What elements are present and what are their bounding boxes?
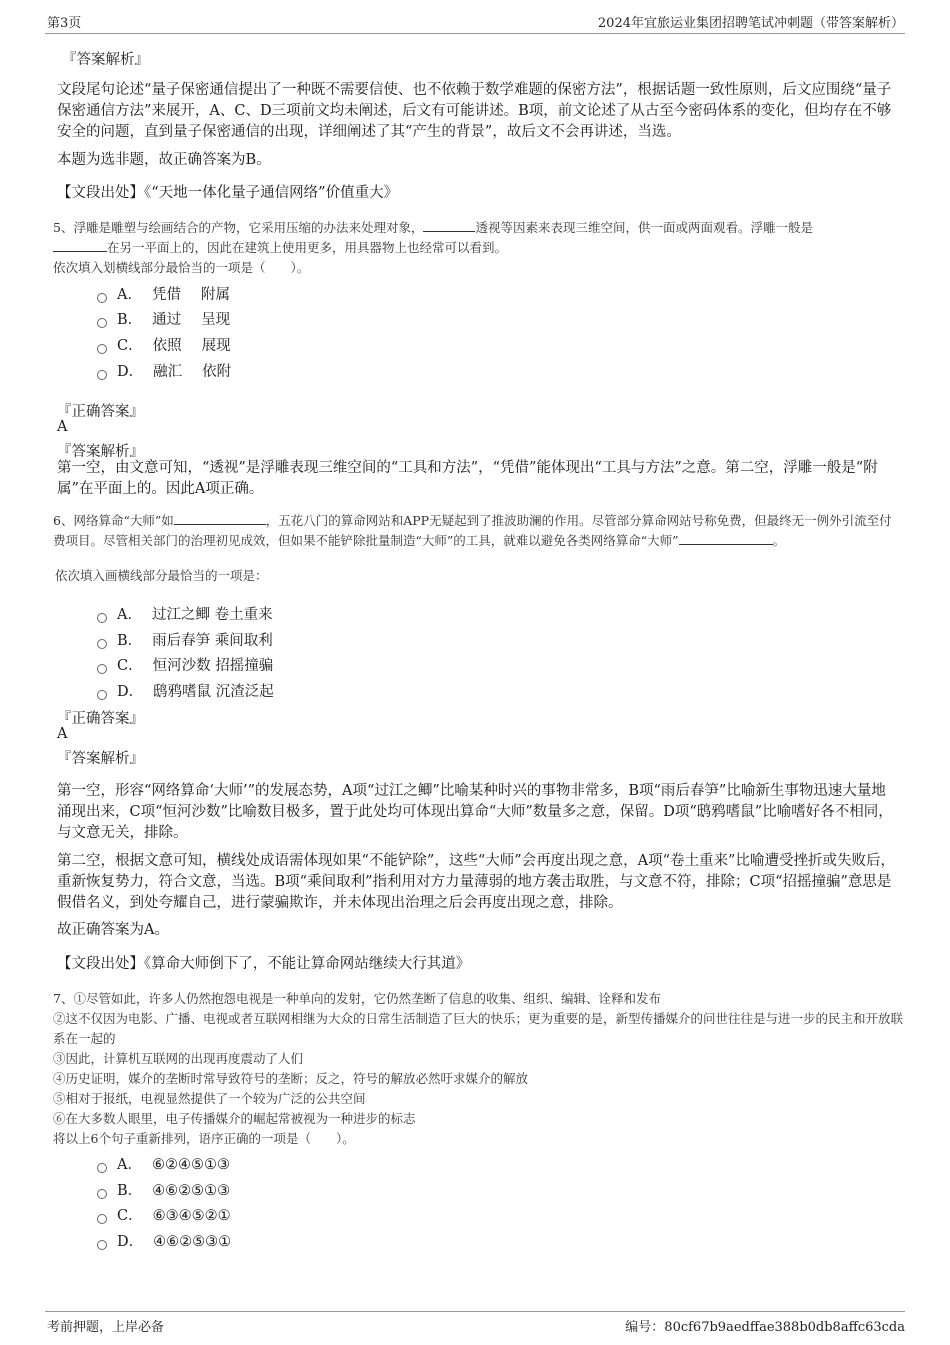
- q5-analysis-label: 『答案解析』: [57, 444, 144, 460]
- radio-icon[interactable]: [97, 370, 107, 380]
- q7-option-a[interactable]: A． ⑥②④⑤①③: [97, 1153, 230, 1174]
- q6-stem-part3: 。: [772, 533, 786, 548]
- q6-option-b[interactable]: B． 雨后春笋 乘间取利: [97, 629, 273, 650]
- q6-source: 【文段出处】《算命大师倒下了，不能让算命网站继续大行其道》: [57, 956, 471, 972]
- q4-analysis-para2: 本题为选非题，故正确答案为B。: [57, 152, 271, 168]
- radio-icon[interactable]: [97, 664, 107, 674]
- q7-sentence-2: ②这不仅因为电影、广播、电视或者互联网相继为大众的日常生活制造了巨大的快乐；更为重要的是，新型传播媒介的问世往往是与进一步的民主和开放联系在一起的: [53, 1011, 904, 1046]
- radio-icon[interactable]: [97, 639, 107, 649]
- radio-icon[interactable]: [97, 293, 107, 303]
- q7-sentence-3: ③因此，计算机互联网的出现再度震动了人们: [53, 1051, 304, 1066]
- document-title: 2024年宜旅运业集团招聘笔试冲刺题（带答案解析）: [597, 16, 904, 31]
- q5-analysis: 第一空，由文意可知，“透视”是浮雕表现三维空间的“工具和方法”，“凭借”能体现出“工具与方法”之意。第二空，浮雕一般是“附属”在平面上的。因此A项正确。: [57, 460, 878, 497]
- q6-blank-2: [679, 532, 773, 545]
- q7-prompt: 将以上6个句子重新排列，语序正确的一项是（ ）。: [53, 1131, 355, 1146]
- q6-prompt: 依次填入画横线部分最恰当的一项是：: [55, 568, 268, 583]
- q7-sentence-4: ④历史证明，媒介的垄断时常导致符号的垄断；反之，符号的解放必然吁求媒介的解放: [53, 1071, 529, 1086]
- q6-answer: A: [57, 726, 68, 742]
- q7-option-d[interactable]: D． ④⑥②⑤③①: [97, 1230, 231, 1251]
- footer-rule: [45, 1311, 905, 1312]
- q5-option-d[interactable]: D． 融汇 依附: [97, 360, 231, 381]
- q6-answer-label: 『正确答案』: [57, 711, 144, 727]
- q5-option-b[interactable]: B． 通过 呈现: [97, 308, 230, 329]
- footer-slogan: 考前押题，上岸必备: [47, 1320, 165, 1335]
- q7-sentence-6: ⑥在大多数人眼里，电子传播媒介的崛起常被视为一种进步的标志: [53, 1111, 416, 1126]
- q6-analysis-para2: 第二空，根据文意可知，横线处成语需体现如果“不能铲除”，这些“大师”会再度出现之意，A项“卷土重来”比喻遭受挫折或失败后，重新恢复势力，符合文意，当选。B项“乘间取利”指利用对方力量薄弱的地方袭击取胜，与文意不符，排除；C项“招摇撞骗”意思是假借名义，到处夸耀自己，进行蒙骗欺诈，并未体现出治理之后会再度出现之意，排除。: [57, 853, 895, 911]
- q6-option-c[interactable]: C． 恒河沙数 招摇撞骗: [97, 654, 273, 675]
- q7-sentence-1: 7、①尽管如此，许多人仍然抱怨电视是一种单向的发射，它仍然垄断了信息的收集、组织、编辑、诠释和发布: [53, 991, 661, 1006]
- radio-icon[interactable]: [97, 1214, 107, 1224]
- q5-blank-2: [53, 239, 107, 252]
- q4-source: 【文段出处】《“天地一体化量子通信网络”价值重大》: [57, 185, 399, 201]
- q5-answer-label: 『正确答案』: [57, 404, 144, 420]
- q7-sentence-5: ⑤相对于报纸，电视显然提供了一个较为广泛的公共空间: [53, 1091, 366, 1106]
- q6-analysis-para1: 第一空，形容“网络算命‘大师’”的发展态势，A项“过江之鲫”比喻某种时兴的事物非常多，B项“雨后春笋”比喻新生事物迅速大量地涌现出来，C项“恒河沙数”比喻数目极多，置于此处均可体现出算命“大师”数量多之意，保留。D项“鸱鸦嗜鼠”比喻嗜好各不相同，与文意无关，排除。: [57, 783, 893, 841]
- q4-analysis-para1: 文段尾句论述“量子保密通信提出了一种既不需要信使、也不依赖于数学难题的保密方法”，根据话题一致性原则，后文应围绕“量子保密通信方法”来展开，A、C、D三项前文均未阐述，后文有可能讲述。B项，前文论述了从古至今密码体系的变化，但均存在不够安全的问题，直到量子保密通信的出现，详细阐述了其“产生的背景”，故后文不会再讲述，当选。: [57, 82, 892, 140]
- q6-stem-part1: 6、网络算命“大师”如: [53, 513, 174, 528]
- q6-option-d[interactable]: D． 鸱鸦嗜鼠 沉渣泛起: [97, 680, 274, 701]
- q5-stem-part1: 5、浮雕是雕塑与绘画结合的产物，它采用压缩的办法来处理对象，: [53, 220, 424, 235]
- q5-stem-part2: 透视等因素来表现三维空间，供一面或两面观看。浮雕一般是: [475, 220, 813, 235]
- radio-icon[interactable]: [97, 1240, 107, 1250]
- page-number: 第3页: [47, 16, 82, 31]
- header-rule: [45, 33, 905, 34]
- q5-option-a[interactable]: A． 凭借 附属: [97, 283, 230, 304]
- q4-analysis-label: 『答案解析』: [62, 52, 149, 68]
- footer-serial: 编号：80cf67b9aedffae388b0db8affc63cda: [625, 1320, 905, 1335]
- radio-icon[interactable]: [97, 344, 107, 354]
- q6-stem: [53, 511, 903, 551]
- q5-option-c[interactable]: C． 依照 展现: [97, 334, 231, 355]
- q6-stem-part2: ，五花八门的算命网站和APP无疑起到了推波助澜的作用。尽管部分算命网站号称免费，但最终无一例外引流至付费项目。尽管相关部门的治理初见成效，但如果不能铲除批量制造“大师”的工具，就难以避免各类网络算命“大师”: [53, 513, 892, 548]
- q6-analysis-label: 『答案解析』: [57, 751, 144, 767]
- radio-icon[interactable]: [97, 1189, 107, 1199]
- radio-icon[interactable]: [97, 613, 107, 623]
- radio-icon[interactable]: [97, 690, 107, 700]
- q6-analysis-para3: 故正确答案为A。: [57, 922, 169, 938]
- q6-blank-1: [174, 512, 266, 525]
- q5-prompt: 依次填入划横线部分最恰当的一项是（ ）。: [53, 260, 310, 275]
- radio-icon[interactable]: [97, 318, 107, 328]
- q7-option-c[interactable]: C． ⑥③④⑤②①: [97, 1204, 231, 1225]
- q6-option-a[interactable]: A． 过江之鲫 卷土重来: [97, 603, 273, 624]
- q7-stem: [53, 989, 903, 1149]
- q7-option-b[interactable]: B． ④⑥②⑤①③: [97, 1179, 230, 1200]
- q5-answer: A: [57, 419, 68, 435]
- radio-icon[interactable]: [97, 1163, 107, 1173]
- q5-stem: [53, 218, 903, 278]
- q5-stem-part3: 在另一平面上的，因此在建筑上使用更多，用具器物上也经常可以看到。: [107, 240, 508, 255]
- q5-blank-1: [423, 219, 475, 232]
